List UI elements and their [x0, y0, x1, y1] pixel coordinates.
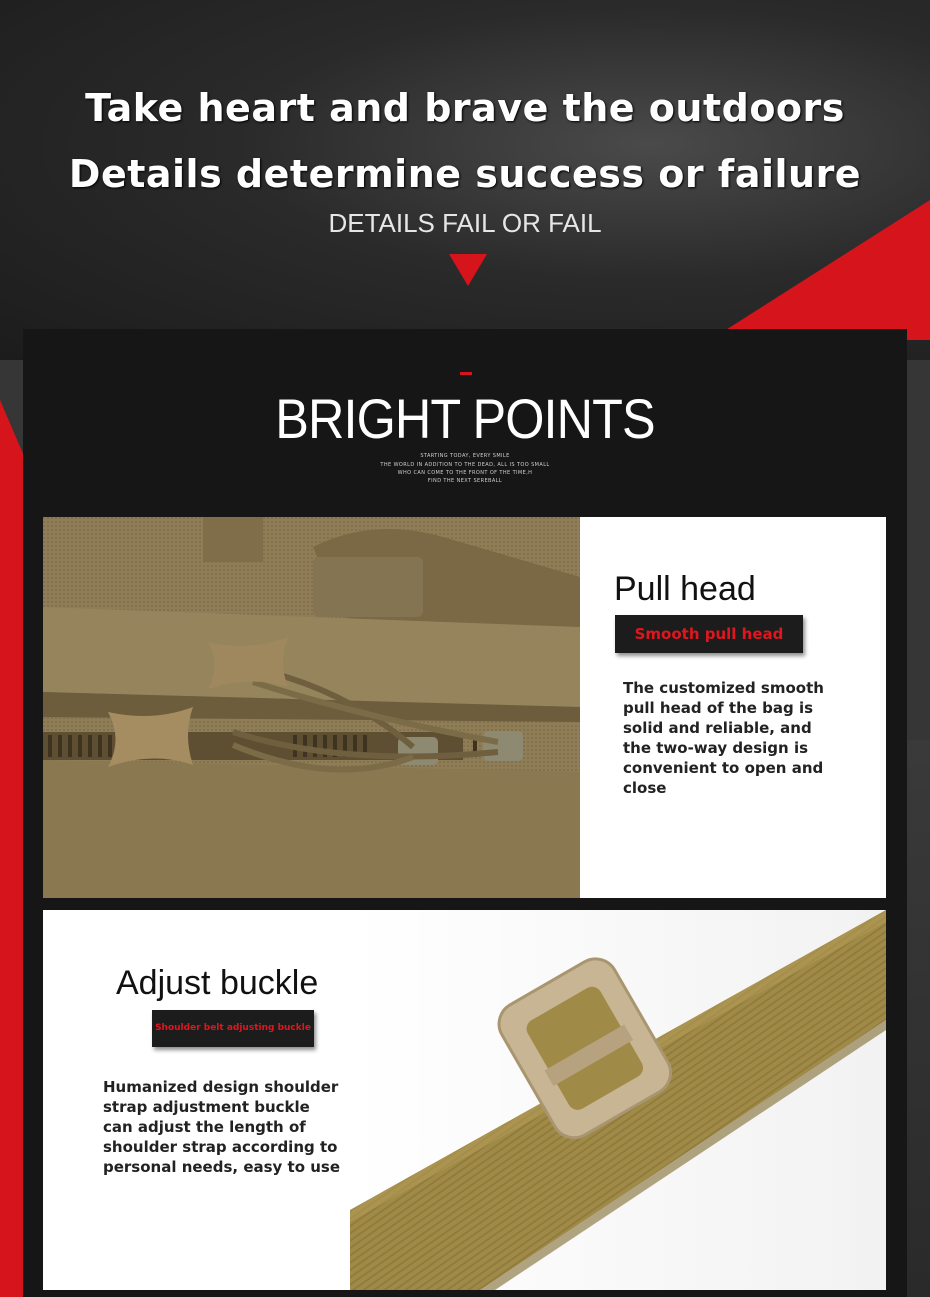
- desc-line: convenient to open and: [623, 759, 824, 777]
- desc-line: close: [623, 779, 667, 797]
- feature-desc-adjust-buckle: [103, 1077, 343, 1177]
- desc-line: shoulder strap according to: [103, 1138, 338, 1156]
- red-dash-decoration: [460, 372, 472, 375]
- strap-buckle-photo: [350, 910, 886, 1290]
- feature-badge-adjust-buckle: Shoulder belt adjusting buckle: [152, 1010, 314, 1047]
- red-edge-left: [0, 520, 24, 1297]
- section-tagline-4: FIND THE NEXT SEREBALL: [427, 478, 503, 484]
- header-subtitle: DETAILS FAIL OR FAIL: [328, 208, 602, 238]
- section-title: BRIGHT POINTS: [275, 387, 655, 450]
- desc-line: personal needs, easy to use: [103, 1158, 341, 1176]
- zipper-pull-photo: [43, 517, 580, 898]
- feature-title-pull-head: Pull head: [614, 570, 756, 608]
- headline-line-1: Take heart and brave the outdoors: [85, 86, 845, 130]
- desc-line: the two-way design is: [623, 739, 809, 757]
- feature-title-adjust-buckle: Adjust buckle: [116, 964, 319, 1002]
- down-triangle-icon: [449, 254, 487, 286]
- dark-edge-right: [906, 740, 930, 1297]
- feature-desc-pull-head: [623, 678, 833, 798]
- feature-badge-pull-head: Smooth pull head: [615, 615, 803, 653]
- section-tagline-1: STARTING TODAY, EVERY SMILE: [420, 453, 510, 459]
- section-tagline-3: WHO CAN COME TO THE FRONT OF THE TIME,H: [397, 470, 533, 476]
- desc-line: Humanized design shoulder: [103, 1078, 339, 1096]
- desc-line: The customized smooth: [623, 679, 824, 697]
- desc-line: can adjust the length of: [103, 1118, 306, 1136]
- desc-line: solid and reliable, and: [623, 719, 812, 737]
- desc-line: strap adjustment buckle: [103, 1098, 310, 1116]
- section-tagline-2: THE WORLD IN ADDITION TO THE DEAD, ALL IS TOO SMALL: [380, 462, 550, 468]
- desc-line: pull head of the bag is: [623, 699, 814, 717]
- headline-line-2: Details determine success or failure: [68, 152, 862, 196]
